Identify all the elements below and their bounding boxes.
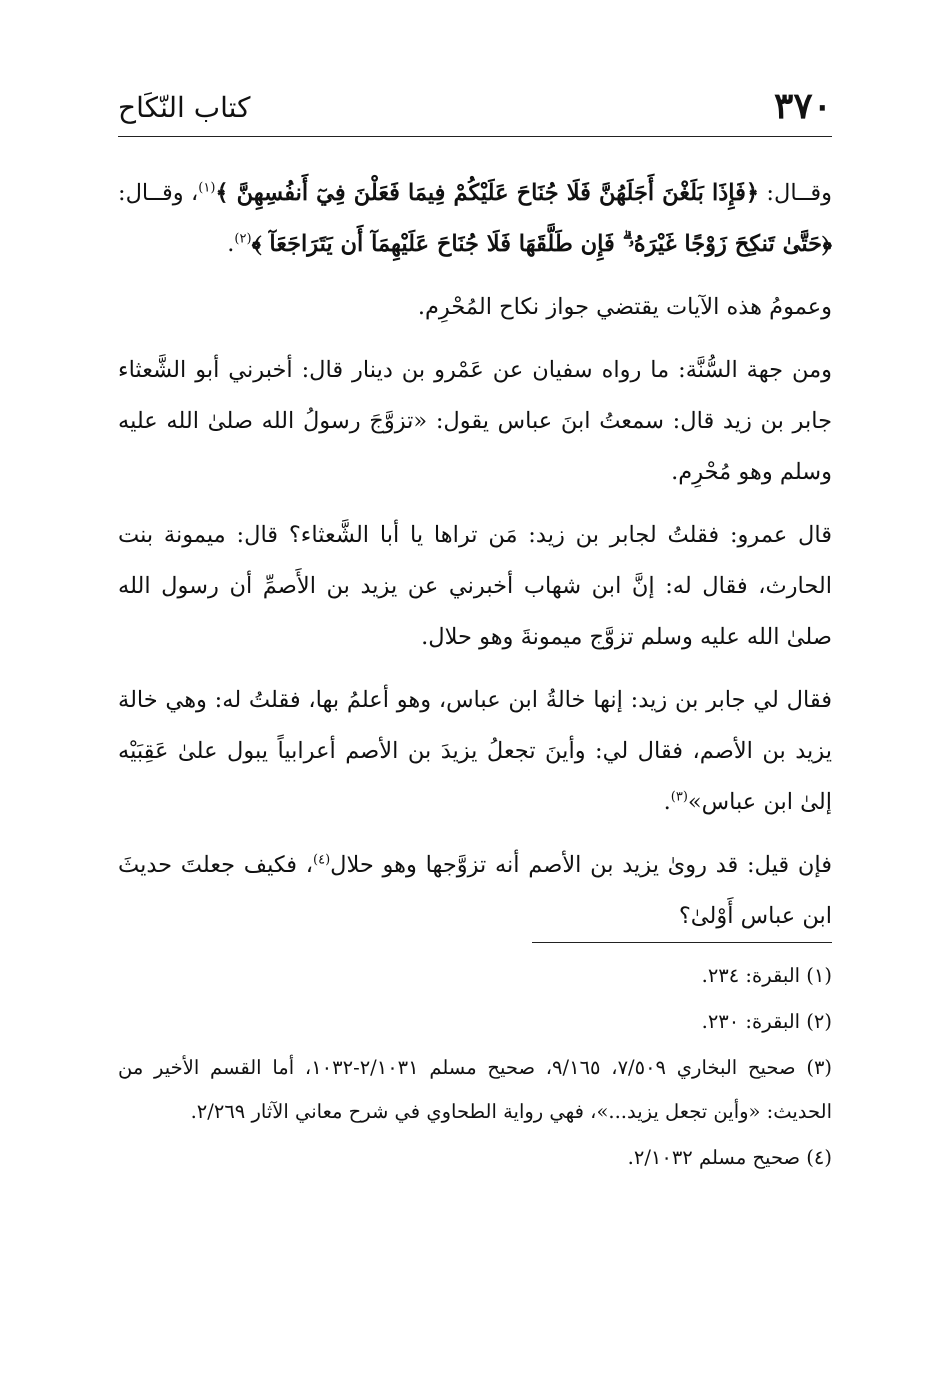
quran-verse-1: ﴿فَإِذَا بَلَغْنَ أَجَلَهُنَّ فَلَا جُنَاحَ عَلَيْكُمْ فِيمَا فَعَلْنَ فِيٓ أَنفُسِهِنَّ ﴾	[215, 180, 760, 206]
paragraph-jabir-text: فقال لي جابر بن زيد: إنها خالةُ ابن عباس، وهو أعلمُ بها، فقلتُ له: وهي خالة يزيد بن الأصم، فقال لي: وأينَ تجعلُ يزيدَ بن الأصم أعرابياً يبول علىٰ عَقِبَيْه إلىٰ ابن عباس»	[118, 687, 832, 815]
footnote-1: (١) البقرة: ٢٣٤.	[701, 964, 832, 987]
footnote-ref-2[interactable]: (٢)	[234, 231, 252, 247]
footnote-divider	[532, 942, 832, 943]
footnote-4: (٤) صحيح مسلم ٢/١٠٣٢.	[627, 1146, 832, 1169]
footnote-2: (٢) البقرة: ٢٣٠.	[701, 1010, 832, 1033]
paragraph-objection	[118, 840, 832, 942]
paragraph-objection-lead: فإن قيل: قد روىٰ يزيد بن الأصم أنه تزوَّجها وهو حلال	[330, 852, 832, 878]
paragraph-mid: ، وقــال:	[118, 180, 199, 206]
page-number: ٣٧٠	[773, 85, 832, 127]
quran-verse-2: ﴿حَتَّىٰ تَنكِحَ زَوْجًا غَيْرَهُۥ ۗ فَإِن طَلَّقَهَا فَلَا جُنَاحَ عَلَيْهِمَآ أَن يَتَرَاجَعَآ ﴾	[251, 231, 832, 257]
paragraph-lead: وقــال:	[759, 180, 832, 206]
paragraph-generality: وعمومُ هذه الآيات يقتضي جواز نكاح المُحْرِم.	[417, 294, 832, 320]
footnote-ref-3[interactable]: (٣)	[670, 789, 688, 805]
main-text	[118, 168, 832, 954]
paragraph-sunnah: ومن جهة السُّنَّة: ما رواه سفيان عن عَمْرو بن دينار قال: أخبرني أبو الشَّعثاء جابر بن زيد قال: سمعتُ ابنَ عباس يقول: «تزوَّجَ رسولُ الله صلىٰ الله عليه وسلم وهو مُحْرِم.	[118, 357, 832, 485]
header-divider	[118, 136, 832, 137]
footnote-ref-4[interactable]: (٤)	[313, 852, 331, 868]
paragraph-jabir-end: .	[663, 789, 671, 815]
chapter-title: كتاب النّكَاح	[118, 91, 251, 124]
paragraph-end: .	[227, 231, 235, 257]
footnote-3: (٣) صحيح البخاري ٧/٥٠٩، ٩/١٦٥، صحيح مسلم ٢/١٠٣١-١٠٣٢، أما القسم الأخير من الحديث: «وأين تجعل يزيد...»، فهي رواية الطحاوي في شرح معاني الآثار ٢/٢٦٩.	[118, 1056, 833, 1123]
footnote-ref-1[interactable]: (١)	[198, 180, 216, 196]
paragraph-objection-rest: ، فكيف جعلتَ حديثَ ابن عباس أَوْلىٰ؟	[118, 852, 832, 929]
footnotes	[118, 954, 832, 1182]
paragraph-jabir	[118, 675, 832, 828]
page-header	[118, 86, 832, 134]
paragraph-verses	[118, 168, 832, 270]
paragraph-amr: قال عمرو: فقلتُ لجابر بن زيد: مَن تراها يا أبا الشَّعثاء؟ قال: ميمونة بنت الحارث، فقال له: إنَّ ابن شهاب أخبرني عن يزيد بن الأَصمِّ أن رسول الله صلىٰ الله عليه وسلم تزوَّج ميمونةَ وهو حلال.	[118, 522, 832, 650]
